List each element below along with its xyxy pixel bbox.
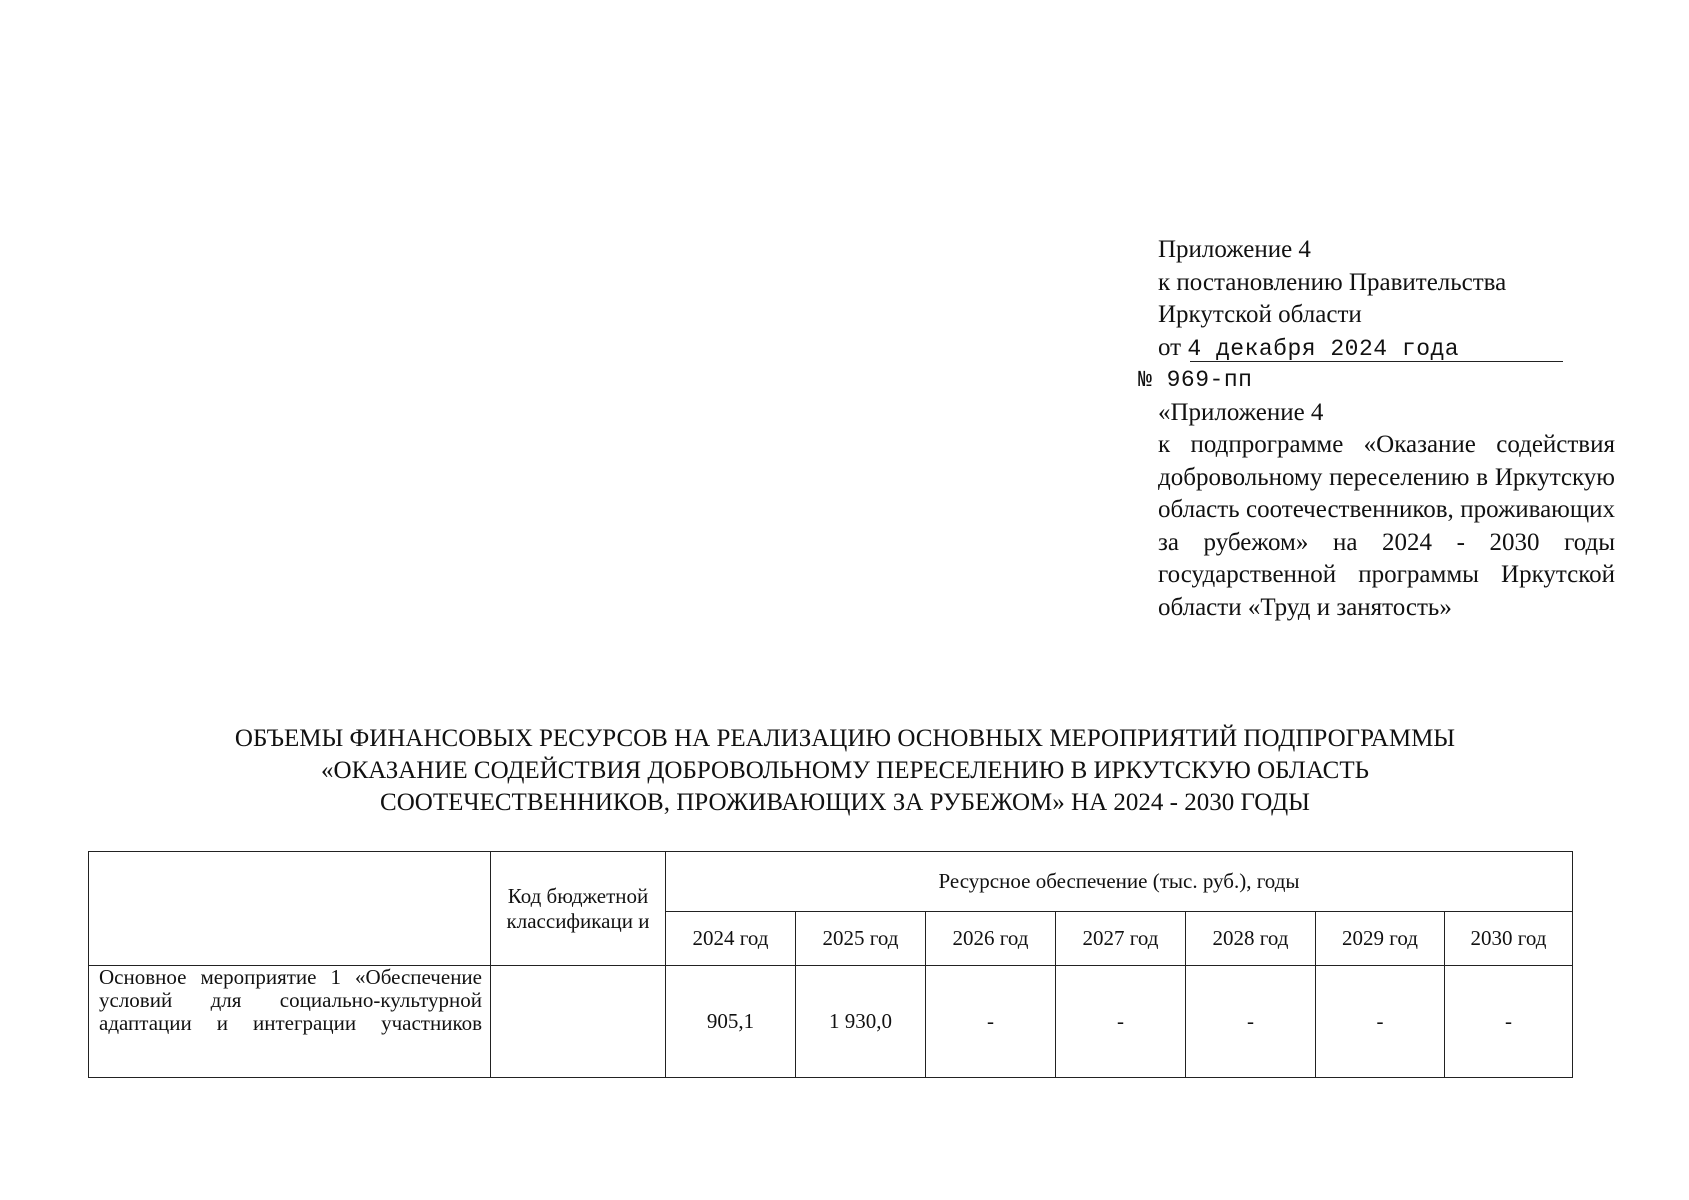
row-value-cell: 905,1 <box>666 966 796 1078</box>
header-resources-cell: Ресурсное обеспечение (тыс. руб.), годы <box>666 852 1573 912</box>
sub-appendix-title: «Приложение 4 <box>1158 398 1324 426</box>
row-name-cell: Основное мероприятие 1 «Обеспечение условий для социально-культурной адаптации и интеграции участников <box>89 966 491 1078</box>
date-value: 4 декабря 2024 года <box>1187 335 1460 362</box>
appendix-line-2: к постановлению Правительства <box>1158 268 1507 296</box>
appendix-line-3: Иркутской области <box>1158 301 1362 328</box>
finance-table <box>88 851 1573 1078</box>
heading-line-1: ОБЪЕМЫ ФИНАНСОВЫХ РЕСУРСОВ НА РЕАЛИЗАЦИЮ ОСНОВНЫХ МЕРОПРИЯТИЙ ПОДПРОГРАММЫ <box>234 725 1456 752</box>
sub-appendix-text: к подпрограмме «Оказание содействия добровольному переселению в Иркутскую область соотечественников, проживающих за рубежом» на 2024 - 2030 годы государственной программы Иркутской области «Труд и занятость» <box>1158 431 1615 621</box>
row-value-cell: 1 930,0 <box>796 966 926 1078</box>
header-name-cell <box>89 852 491 966</box>
row-code-cell <box>491 966 666 1078</box>
header-code-cell: Код бюджетной классификаци и <box>491 852 666 966</box>
row-value-cell: - <box>1316 966 1445 1078</box>
year-header: 2029 год <box>1316 912 1445 966</box>
appendix-date-row <box>1158 332 1615 365</box>
row-value-cell: - <box>1186 966 1316 1078</box>
date-underline <box>1190 361 1563 362</box>
row-value-cell: - <box>1445 966 1573 1078</box>
year-header: 2024 год <box>666 912 796 966</box>
year-header: 2026 год <box>926 912 1056 966</box>
year-header: 2028 год <box>1186 912 1316 966</box>
decree-number: № 969-пп <box>1138 367 1253 393</box>
row-value-cell: - <box>926 966 1056 1078</box>
appendix-title: Приложение 4 <box>1158 236 1311 263</box>
year-header: 2027 год <box>1056 912 1186 966</box>
table-row <box>89 966 1573 1078</box>
year-header: 2030 год <box>1445 912 1573 966</box>
date-prefix: от <box>1158 333 1182 361</box>
year-header: 2025 год <box>796 912 926 966</box>
document-heading <box>80 723 1610 819</box>
heading-line-2: «ОКАЗАНИЕ СОДЕЙСТВИЯ ДОБРОВОЛЬНОМУ ПЕРЕСЕЛЕНИЮ В ИРКУТСКУЮ ОБЛАСТЬ <box>321 757 1369 784</box>
appendix-block <box>1138 234 1615 624</box>
heading-line-3: СООТЕЧЕСТВЕННИКОВ, ПРОЖИВАЮЩИХ ЗА РУБЕЖОМ» НА 2024 - 2030 ГОДЫ <box>380 789 1310 816</box>
row-value-cell: - <box>1056 966 1186 1078</box>
